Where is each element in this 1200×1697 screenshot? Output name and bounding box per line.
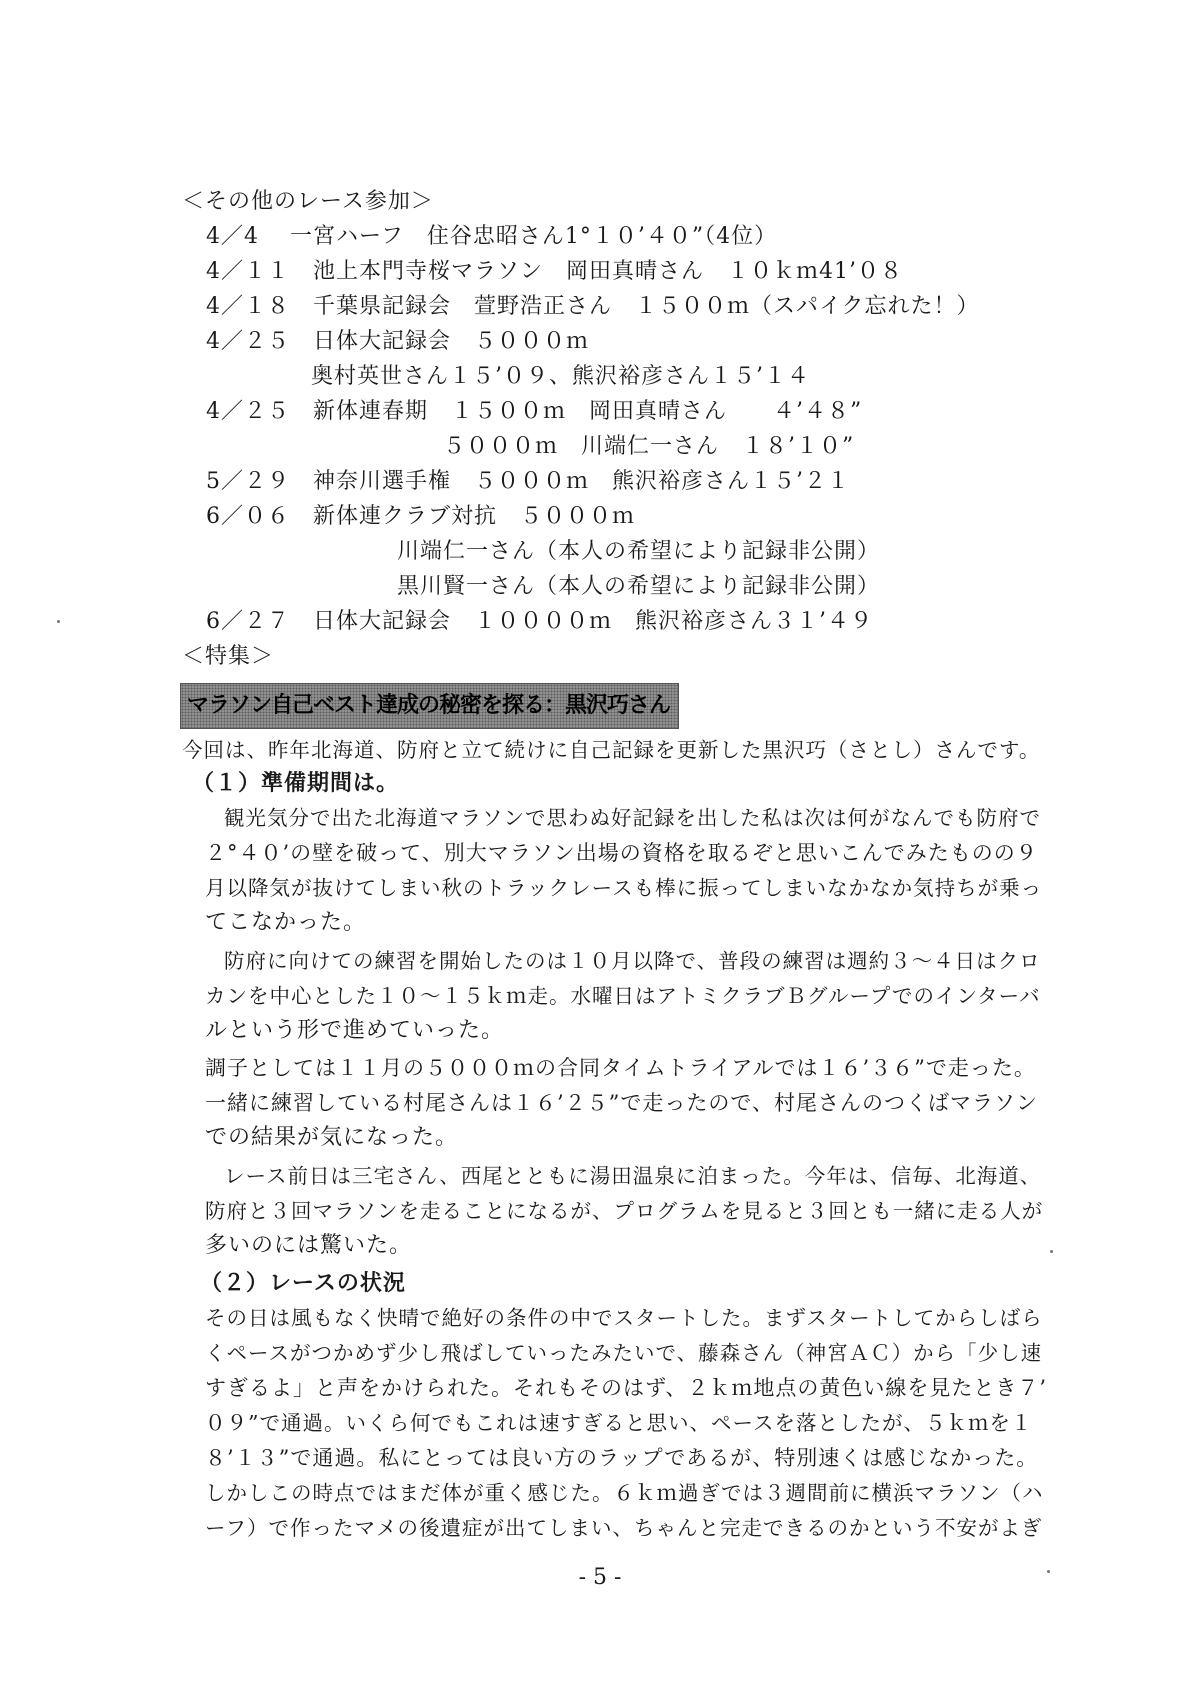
paragraph-line: ８’１３”で通過。私にとっては良い方のラップであるが、特別速くは感じなかった。 [205,1446,1039,1470]
paragraph-line: 一緒に練習している村尾さんは１６’２５”で走ったので、村尾さんのつくばマラソン [205,1091,1038,1115]
paragraph-line: ０９”で通過。いくら何でもこれは速すぎると思い、ペースを落としたが、５ｋｍを１ [205,1411,1033,1435]
paragraph-line: 月以降気が抜けてしまい秋のトラックレースも棒に振ってしまいなかなか気持ちが乗っ [205,876,1043,900]
paragraph-line: しかしこの時点ではまだ体が重く感じた。６ｋｍ過ぎでは３週間前に横浜マラソン（ハ [205,1481,1044,1505]
paragraph-line: ルという形で進めていった。 [205,1018,505,1043]
paragraph-line: すぎるよ」と声をかけられた。それもそのはず、２ｋｍ地点の黄色い線を見たとき７’ [205,1376,1047,1400]
paragraph-line: レース前日は三宅さん、西尾とともに湯田温泉に泊まった。今年は、信毎、北海道、 [224,1164,1042,1188]
paragraph-line: 観光気分で出た北海道マラソンで思わぬ好記録を出した私は次は何がなんでも防府で [224,806,1041,830]
paragraph-line: での結果が気になった。 [205,1125,459,1150]
race-entry: 6／０６ 新体連クラブ対抗 ５０００ｍ [206,504,635,529]
race-entry: 5／２９ 神奈川選手権 ５０００ｍ 熊沢裕彦さん１５’２１ [206,469,850,494]
section-heading-feature: ＜特集＞ [182,644,275,669]
article-heading: （２）レースの状況 [200,1270,406,1296]
race-entry-detail: ５０００ｍ 川端仁一さん １８’１０” [443,434,855,459]
paragraph-line: 防府に向けての練習を開始したのは１０月以降で、普段の練習は週約３～４日はクロ [224,949,1041,973]
paragraph-line: カンを中心とした１０～１５ｋｍ走。水曜日はアトミクラブＢグループでのインターバ [205,984,1041,1008]
paragraph-line: その日は風もなく快晴で絶好の条件の中でスタートした。まずスタートしてからしばら [205,1306,1043,1330]
paragraph-line: 防府と３回マラソンを走ることになるが、プログラムを見ると３回とも一緒に走る人が [205,1199,1044,1223]
race-entry-detail: 黒川賢一さん（本人の希望により記録非公開） [397,574,881,599]
race-entry: 4／２５ 新体連春期 １５００ｍ 岡田真晴さん ４’４８” [206,399,863,424]
race-entry: 6／２７ 日体大記録会 １００００ｍ 熊沢裕彦さん３１’４９ [206,609,873,634]
feature-title-banner [180,683,679,729]
article-heading: （１）準備期間は。 [192,770,400,796]
paragraph-line: ２°４０’の壁を破って、別大マラソン出場の資格を取るぞと思いこんでみたものの９ [205,841,1038,865]
section-heading-other-races: ＜その他のレース参加＞ [182,189,434,214]
page-number: - 5 - [578,1565,622,1590]
race-entry: 4／１８ 千葉県記録会 萱野浩正さん １５００ｍ（スパイク忘れた！） [206,294,980,319]
paragraph-line: くペースがつかめず少し飛ばしていったみたいで、藤森さん（神宮ＡＣ）から「少し速 [205,1341,1043,1365]
feature-title: マラソン自己ベスト達成の秘密を探る：黒沢巧さん [187,693,671,718]
paragraph-line: ーフ）で作ったマメの後遺症が出てしまい、ちゃんと完走できるのかという不安がよぎ [205,1516,1043,1540]
paragraph-line: 調子としては１１月の５０００ｍの合同タイムトライアルでは１６’３６”で走った。 [205,1056,1036,1080]
paragraph-line: てこなかった。 [205,910,367,935]
race-entry: 4／4 一宮ハーフ 住谷忠昭さん1°１０’４０”（4位） [206,224,778,249]
article-intro: 今回は、昨年北海道、防府と立て続けに自己記録を更新した黒沢巧（さとし）さんです。 [182,738,1041,762]
race-entry: 4／２５ 日体大記録会 ５０００ｍ [206,329,589,354]
scan-speck [1050,1250,1053,1253]
scan-speck [57,620,60,623]
scan-speck [1047,1570,1050,1573]
paragraph-line: 多いのには驚いた。 [205,1233,413,1258]
race-entry: 4／１１ 池上本門寺桜マラソン 岡田真晴さん １０ｋｍ41’０８ [206,259,903,284]
race-entry-detail: 川端仁一さん（本人の希望により記録非公開） [397,539,881,564]
race-entry-detail: 奥村英世さん１５’０９、熊沢裕彦さん１５’１４ [311,364,810,389]
